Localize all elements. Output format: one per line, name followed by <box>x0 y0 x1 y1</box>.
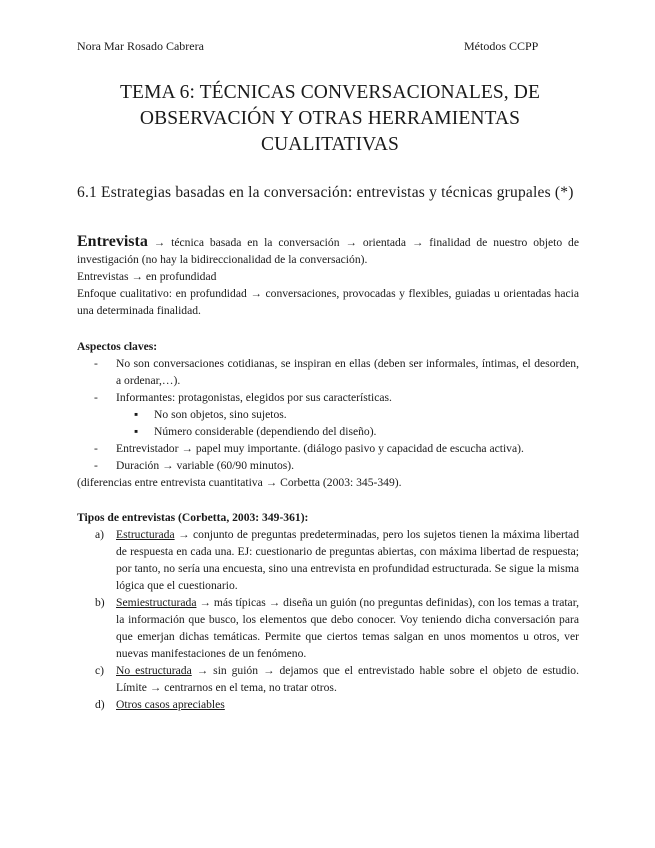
list-item <box>77 594 579 662</box>
sub-list-item <box>77 423 579 440</box>
aspects-heading: Aspectos claves: <box>77 340 158 353</box>
list-item-text: Duración → variable (60/90 minutos). <box>116 459 295 472</box>
dash-marker: - <box>94 442 98 455</box>
list-item <box>77 662 579 696</box>
list-item-text: No son conversaciones cotidianas, se inspiran en ellas (deben ser informales, íntimas, el desorden, a ordenar,…). <box>116 357 579 387</box>
header-author: Nora Mar Rosado Cabrera <box>77 39 204 53</box>
intro-definition-text: → técnica basada en la conversación → orientada → finalidad de nuestro objeto de investigación (no hay la bidireccionalidad de la conversación). <box>77 236 579 266</box>
dash-marker: - <box>94 459 98 472</box>
intro-definition <box>77 233 579 268</box>
type-text: → conjunto de preguntas predeterminadas, pero los sujetos tienen la máxima libertad de respuesta en cada una. EJ: cuestionario de preguntas abiertas, con máxima libertad de respuesta; por tanto, no sería una encuesta, sino una entrevista en profundidad estructurada. Se sigue la misma lógica que el cuestionario. <box>116 528 579 592</box>
sub-list-item <box>77 406 579 423</box>
intro-line-2: Entrevistas → en profundidad <box>77 270 217 283</box>
list-item <box>77 440 579 457</box>
page-title: TEMA 6: TÉCNICAS CONVERSACIONALES, DE OBSERVACIÓN Y OTRAS HERRAMIENTAS CUALITATIVAS <box>120 82 540 155</box>
dash-marker: - <box>94 357 98 370</box>
list-marker: b) <box>95 596 105 609</box>
list-item <box>77 526 579 594</box>
header-course: Métodos CCPP <box>464 39 539 53</box>
list-marker: d) <box>95 698 105 711</box>
type-term: Semiestructurada <box>116 596 197 609</box>
intro-term: Entrevista <box>77 233 148 250</box>
types-heading: Tipos de entrevistas (Corbetta, 2003: 349-361): <box>77 511 309 524</box>
list-item-text: Entrevistador → papel muy importante. (diálogo pasivo y capacidad de escucha activa). <box>116 442 524 455</box>
list-item <box>77 389 579 406</box>
intro-line-3: Enfoque cualitativo: en profundidad → conversaciones, provocadas y flexibles, guiadas u orientadas hacia una determinada finalidad. <box>77 287 579 317</box>
aspects-block <box>77 338 579 491</box>
aspects-note: (diferencias entre entrevista cuantitativa → Corbetta (2003: 345-349). <box>77 476 402 489</box>
type-term: Otros casos apreciables <box>116 698 225 711</box>
list-item <box>77 696 579 713</box>
sub-list-item-text: Número considerable (dependiendo del diseño). <box>154 425 377 438</box>
type-term: Estructurada <box>116 528 175 541</box>
section-heading: 6.1 Estrategias basadas en la conversación: entrevistas y técnicas grupales (*) <box>77 184 574 201</box>
types-block <box>77 509 579 713</box>
sub-list-item-text: No son objetos, sino sujetos. <box>154 408 287 421</box>
list-item <box>77 355 579 389</box>
type-term: No estructurada <box>116 664 192 677</box>
dash-marker: - <box>94 391 98 404</box>
square-bullet-icon: ▪ <box>134 408 139 421</box>
list-marker: c) <box>95 664 105 677</box>
square-bullet-icon: ▪ <box>134 425 139 438</box>
intro-block <box>77 233 579 319</box>
list-item-text: Informantes: protagonistas, elegidos por sus características. <box>116 391 392 404</box>
list-item <box>77 457 579 474</box>
list-marker: a) <box>95 528 105 541</box>
type-text: → más típicas → diseña un guión (no preguntas definidas), con los temas a tratar, la información que busco, los elementos que debo conocer. Voy teniendo dicha conversación para que emerjan dichas temáticas. Permite que ciertos temas salgan en unos momentos u otros, ver nuevas manifestaciones de un fenómeno. <box>116 596 579 660</box>
type-text: → sin guión → dejamos que el entrevistado hable sobre el objeto de estudio. Límite → centrarnos en el tema, no tratar otros. <box>116 664 580 694</box>
